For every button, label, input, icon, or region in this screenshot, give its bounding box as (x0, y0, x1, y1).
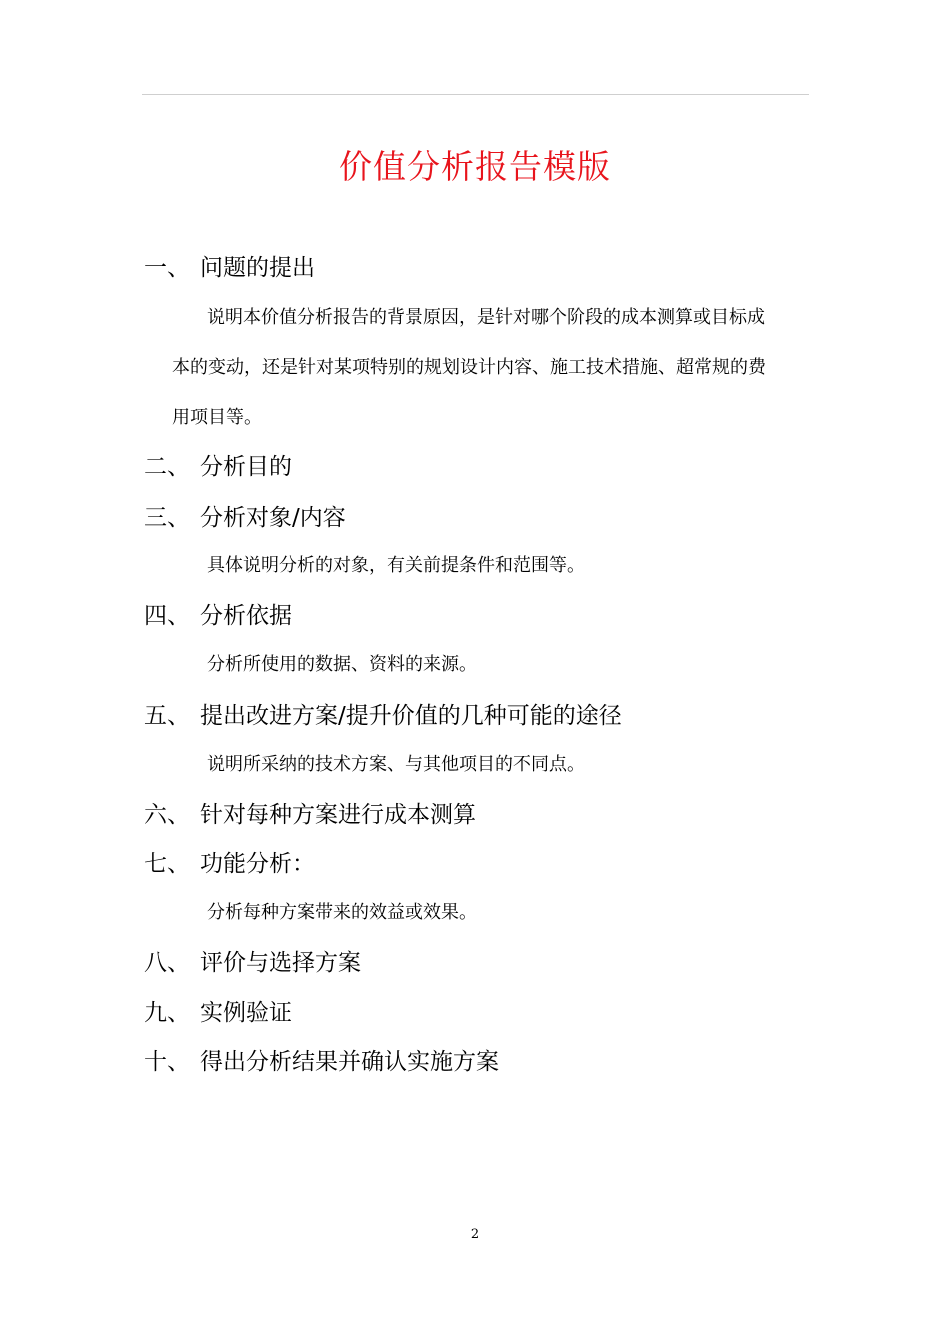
section-heading-5 (144, 701, 622, 731)
section-heading-7 (144, 849, 315, 879)
section-number: 九、 (144, 1000, 190, 1026)
section-title: 提出改进方案/提升价值的几种可能的途径 (200, 703, 622, 729)
paragraph-problem (172, 303, 812, 453)
section-title: 评价与选择方案 (200, 950, 361, 976)
section-heading-8 (144, 948, 361, 978)
section-heading-4 (144, 601, 292, 631)
section-title: 分析依据 (200, 603, 292, 629)
paragraph-line: 用项目等。 (172, 407, 262, 428)
section-heading-3 (144, 503, 346, 533)
paragraph-basis: 分析所使用的数据、资料的来源。 (207, 654, 477, 675)
section-heading-1 (144, 253, 315, 283)
section-title: 实例验证 (200, 1000, 292, 1026)
section-number: 八、 (144, 950, 190, 976)
paragraph-improvement: 说明所采纳的技术方案、与其他项目的不同点。 (207, 754, 585, 775)
section-heading-6 (144, 800, 476, 830)
section-number: 二、 (144, 454, 190, 480)
page-number: 2 (470, 1227, 480, 1242)
section-title: 针对每种方案进行成本测算 (200, 802, 476, 828)
paragraph-object: 具体说明分析的对象，有关前提条件和范围等。 (207, 555, 585, 576)
section-title: 问题的提出 (200, 255, 315, 281)
section-number: 七、 (144, 851, 190, 877)
section-heading-10 (144, 1047, 499, 1077)
section-title: 得出分析结果并确认实施方案 (200, 1049, 499, 1075)
section-number: 一、 (144, 255, 190, 281)
document-title: 价值分析报告模版 (339, 147, 611, 186)
section-number: 四、 (144, 603, 190, 629)
paragraph-line: 本的变动，还是针对某项特别的规划设计内容、施工技术措施、超常规的费 (172, 357, 766, 378)
section-number: 十、 (144, 1049, 190, 1075)
section-heading-2 (144, 452, 292, 482)
paragraph-function: 分析每种方案带来的效益或效果。 (207, 902, 477, 923)
section-title: 功能分析： (200, 851, 315, 877)
section-title: 分析对象/内容 (200, 505, 346, 531)
paragraph-line: 说明本价值分析报告的背景原因，是针对哪个阶段的成本测算或目标成 (207, 307, 765, 328)
header-rule (142, 94, 809, 95)
section-heading-9 (144, 998, 292, 1028)
section-number: 三、 (144, 505, 190, 531)
section-number: 六、 (144, 802, 190, 828)
section-title: 分析目的 (200, 454, 292, 480)
section-number: 五、 (144, 703, 190, 729)
